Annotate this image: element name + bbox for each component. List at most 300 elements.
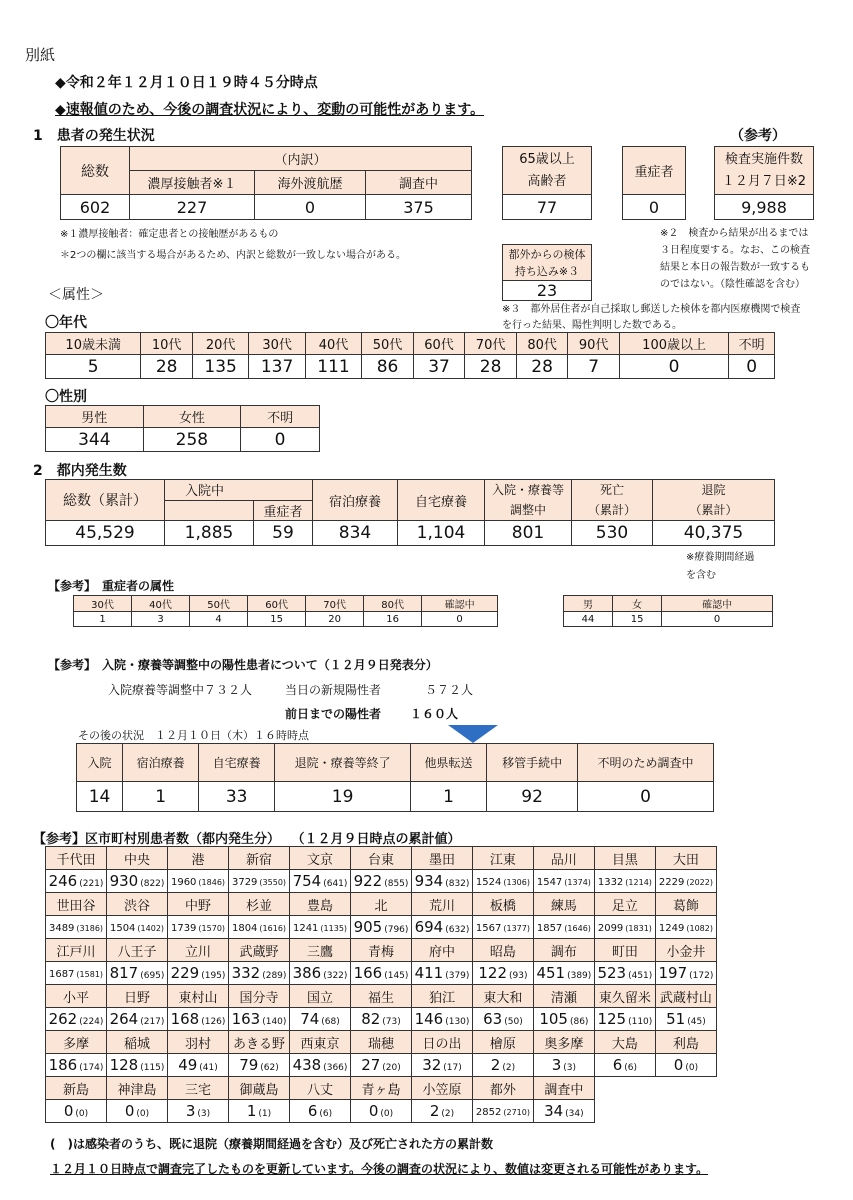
- city-count-cell: [351, 1100, 412, 1123]
- city-count: 1: [246, 1102, 257, 1120]
- age-label-cell: 30代: [249, 333, 305, 355]
- hosp-label-spacer: [165, 500, 254, 521]
- city-count-cell: [655, 916, 716, 939]
- city-name-cell: 日の出: [412, 1031, 473, 1054]
- age-value-cell: 137: [249, 355, 305, 379]
- city-name-cell: 小金井: [655, 939, 716, 962]
- city-count-cell: [229, 1008, 290, 1031]
- city-name-cell: 小平: [46, 985, 107, 1008]
- city-name-cell: 練馬: [533, 893, 594, 916]
- tests-table: [714, 146, 814, 220]
- city-name-cell: 八王子: [107, 939, 168, 962]
- city-count-cell: [351, 1008, 412, 1031]
- city-name-cell: 渋谷: [107, 893, 168, 916]
- city-name-cell: 福生: [351, 985, 412, 1008]
- city-count: 332: [231, 964, 261, 982]
- city-count-cell: [107, 962, 168, 985]
- city-recovered-count: (6): [319, 1109, 333, 1119]
- city-count: 411: [414, 964, 444, 982]
- adjust-ref-line1b: 当日の新規陽性者: [285, 683, 382, 697]
- severe-label: 重症者: [623, 147, 686, 195]
- total-label: 総数: [61, 147, 130, 195]
- city-count: 3: [551, 1056, 562, 1074]
- adjust-ref-line2b: １６０人: [410, 707, 459, 721]
- city-name-cell: 文京: [290, 847, 351, 870]
- tests-label-line1: 検査実施件数: [724, 151, 803, 167]
- city-count: 1524: [475, 877, 502, 888]
- city-recovered-count: (110): [628, 1017, 653, 1027]
- severe-sex-value-cell: 0: [662, 612, 773, 627]
- home-value: 1,104: [398, 521, 485, 546]
- hotel-value: 834: [313, 521, 398, 546]
- city-count: 146: [414, 1010, 444, 1028]
- city-count: 0: [63, 1102, 74, 1120]
- city-recovered-count: (1082): [686, 924, 713, 933]
- city-count-cell: [107, 1054, 168, 1077]
- city-recovered-count: (3550): [259, 878, 287, 887]
- city-name-cell: 神津島: [107, 1077, 168, 1100]
- age-value-cell: 0: [729, 355, 775, 379]
- city-name-cell: 清瀬: [533, 985, 594, 1008]
- city-name-cell: 武蔵村山: [655, 985, 716, 1008]
- city-count-cell: [594, 1008, 655, 1031]
- sex-label-cell: 不明: [241, 406, 320, 428]
- city-count: 105: [539, 1010, 568, 1028]
- severe-age-label-cell: 確認中: [422, 596, 498, 612]
- severe-sex-label-cell: 確認中: [662, 596, 773, 612]
- city-recovered-count: (130): [445, 1017, 470, 1027]
- city-count-cell: [473, 1054, 534, 1077]
- city-name-cell: 府中: [412, 939, 473, 962]
- city-count: 186: [48, 1056, 78, 1074]
- city-count-cell: [168, 916, 229, 939]
- city-recovered-count: (93): [509, 971, 528, 981]
- city-recovered-count: (73): [382, 1017, 401, 1027]
- overseas-label: 海外渡航歴: [255, 171, 366, 195]
- city-name-cell: 大田: [655, 847, 716, 870]
- city-count: 2099: [597, 923, 624, 934]
- city-name-cell: 青梅: [351, 939, 412, 962]
- city-recovered-count: (1306): [503, 878, 530, 887]
- city-recovered-count: (50): [504, 1017, 523, 1027]
- age-value-cell: 135: [192, 355, 248, 379]
- city-count-cell: [46, 1100, 107, 1123]
- adjust-followup-value-cell: 0: [578, 782, 714, 812]
- city-name-cell: 足立: [594, 893, 655, 916]
- city-recovered-count: (217): [140, 1017, 165, 1027]
- city-name-cell: 武蔵野: [229, 939, 290, 962]
- discharge-label: [653, 480, 775, 521]
- adjust-followup-value-cell: 19: [275, 782, 411, 812]
- city-name-cell: 台東: [351, 847, 412, 870]
- discharge-note: [686, 549, 754, 585]
- discharge-note-line1: ※療養期間経過: [686, 552, 755, 563]
- city-count-cell: [594, 962, 655, 985]
- city-count: 1739: [170, 923, 197, 934]
- city-recovered-count: (1374): [564, 878, 591, 887]
- sex-label-cell: 男性: [46, 406, 144, 428]
- city-count-cell: [107, 1008, 168, 1031]
- city-name-cell: 新島: [46, 1077, 107, 1100]
- city-count: 51: [666, 1010, 686, 1028]
- city-count: 49: [178, 1056, 198, 1074]
- severe-age-value-cell: 1: [74, 612, 132, 627]
- city-footnote: ( )は感染者のうち、既に退院（療養期間経過を含む）及び死亡された方の累計数: [50, 1137, 493, 1151]
- city-count-cell: [168, 1008, 229, 1031]
- severe-sex-value-cell: 44: [564, 612, 613, 627]
- city-name-cell: 西東京: [290, 1031, 351, 1054]
- city-count-cell: [655, 1008, 716, 1031]
- city-count: 817: [109, 964, 139, 982]
- city-name-cell: 日野: [107, 985, 168, 1008]
- city-name-cell: 世田谷: [46, 893, 107, 916]
- age-label-cell: 90代: [568, 333, 620, 355]
- city-name-cell: 立川: [168, 939, 229, 962]
- city-recovered-count: (1402): [137, 924, 165, 933]
- city-count-cell: [594, 916, 655, 939]
- age-value-cell: 0: [619, 355, 728, 379]
- city-name-cell: 荒川: [412, 893, 473, 916]
- city-name-cell: 品川: [533, 847, 594, 870]
- city-count-cell: [351, 1054, 412, 1077]
- adjust-ref-heading: 【参考】 入院・療養等調整中の陽性患者について（１２月９日発表分）: [48, 658, 438, 672]
- age-value-cell: 37: [413, 355, 465, 379]
- city-count-cell: [412, 1008, 473, 1031]
- city-count: 2: [429, 1102, 440, 1120]
- age-label-cell: 20代: [192, 333, 248, 355]
- city-name-cell: 調査中: [533, 1077, 594, 1100]
- city-count-cell: [168, 870, 229, 893]
- severe-sex-label-cell: 女: [613, 596, 662, 612]
- city-count-cell: [168, 962, 229, 985]
- city-count-cell: [594, 870, 655, 893]
- note-tests: ※２ 検査から結果が出るまでは３日程度要する。なお、この検査結果と本日の報告数が一致するものではない。（陰性確認を含む）: [660, 228, 810, 290]
- city-name-cell: 大島: [594, 1031, 655, 1054]
- city-name-cell: 青ヶ島: [351, 1077, 412, 1100]
- city-name-cell: 羽村: [168, 1031, 229, 1054]
- city-name-cell: 千代田: [46, 847, 107, 870]
- city-count-cell: [107, 870, 168, 893]
- city-name-cell: 多摩: [46, 1031, 107, 1054]
- city-count-cell: [107, 1100, 168, 1123]
- city-count-cell: [594, 1054, 655, 1077]
- city-count: 1567: [475, 923, 502, 934]
- city-name-cell: 東大和: [473, 985, 534, 1008]
- ref-label: （参考）: [730, 128, 786, 144]
- discharge-note-line2: を含む: [686, 570, 716, 581]
- age-label-cell: 10代: [141, 333, 193, 355]
- city-count: 125: [597, 1010, 627, 1028]
- city-count-cell: [412, 870, 473, 893]
- city-name-cell: 奥多摩: [533, 1031, 594, 1054]
- disclaimer-line: ◆速報値のため、今後の調査状況により、変動の可能性があります。: [55, 102, 485, 118]
- city-recovered-count: (20): [382, 1063, 401, 1073]
- age-label-cell: 不明: [729, 333, 775, 355]
- city-count-cell: [473, 962, 534, 985]
- city-count: 262: [48, 1010, 78, 1028]
- discharge-label-line1: 退院: [701, 483, 726, 497]
- note-breakdown: ＊2つの欄に該当する場合があるため、内訳と総数が一致しない場合がある。: [60, 250, 406, 261]
- city-recovered-count: (366): [323, 1063, 348, 1073]
- city-recovered-count: (1570): [198, 924, 226, 933]
- city-count: 82: [361, 1010, 381, 1028]
- investigating-label: 調査中: [366, 171, 472, 195]
- death-label-line2: （累計）: [587, 503, 636, 517]
- age-label-cell: 100歳以上: [619, 333, 728, 355]
- city-name-cell: 狛江: [412, 985, 473, 1008]
- age-table: [45, 332, 775, 379]
- city-recovered-count: (695): [140, 971, 165, 981]
- age-label-cell: 80代: [516, 333, 568, 355]
- overseas-value: 0: [255, 195, 366, 220]
- severe-age-label-cell: 40代: [132, 596, 190, 612]
- city-count-cell: [533, 1054, 594, 1077]
- city-count-cell: [229, 962, 290, 985]
- city-count: 1547: [536, 877, 563, 888]
- city-count: 1687: [48, 969, 75, 980]
- severe-attr-heading: 【参考】 重症者の属性: [48, 579, 175, 593]
- city-name-cell: 北: [351, 893, 412, 916]
- cum-total-label: 総数（累計）: [46, 480, 165, 521]
- tokyo-cumulative-table: [45, 479, 775, 546]
- city-name-cell: 稲城: [107, 1031, 168, 1054]
- city-recovered-count: (1581): [76, 970, 104, 979]
- tests-label: [715, 147, 814, 195]
- adjust-value: 801: [485, 521, 572, 546]
- city-recovered-count: (855): [384, 879, 409, 889]
- city-recovered-count: (174): [79, 1063, 104, 1073]
- city-count: 1249: [658, 923, 685, 934]
- severe-age-label-cell: 60代: [248, 596, 306, 612]
- elderly-table: [502, 146, 592, 220]
- sex-value-cell: 344: [46, 428, 144, 452]
- city-count: 451: [536, 964, 566, 982]
- city-count: 166: [353, 964, 383, 982]
- severe-table: [622, 146, 686, 220]
- severe-age-label-cell: 70代: [306, 596, 364, 612]
- city-name-cell: 八丈: [290, 1077, 351, 1100]
- city-count-cell: [655, 870, 716, 893]
- adjust-followup-label-cell: 自宅療養: [199, 744, 275, 782]
- city-name-cell: 都外: [473, 1077, 534, 1100]
- tests-label-line2: １２月７日※2: [721, 173, 807, 189]
- city-name-cell: 檜原: [473, 1031, 534, 1054]
- city-name-cell: 東村山: [168, 985, 229, 1008]
- city-count: 32: [422, 1056, 442, 1074]
- city-name-cell: 墨田: [412, 847, 473, 870]
- city-count: 922: [353, 872, 383, 890]
- city-count: 6: [307, 1102, 318, 1120]
- city-recovered-count: (172): [689, 971, 714, 981]
- severe-sex-table: [563, 595, 773, 627]
- city-count: 2852: [475, 1107, 502, 1118]
- city-count-cell: [533, 1100, 594, 1123]
- city-count-cell: [46, 916, 107, 939]
- severe-age-value-cell: 15: [248, 612, 306, 627]
- city-count-cell: [168, 1100, 229, 1123]
- city-recovered-count: (6): [624, 1063, 638, 1073]
- city-count: 168: [170, 1010, 200, 1028]
- city-recovered-count: (322): [323, 971, 348, 981]
- section2-heading: 2 都内発生数: [33, 463, 127, 479]
- city-recovered-count: (45): [687, 1017, 706, 1027]
- severe-age-value-cell: 20: [306, 612, 364, 627]
- city-count-cell: [229, 1100, 290, 1123]
- city-recovered-count: (0): [75, 1109, 89, 1119]
- tests-value: 9,988: [715, 195, 814, 220]
- close-contact-label: 濃厚接触者※１: [130, 171, 255, 195]
- city-count: 197: [658, 964, 688, 982]
- city-count-cell: [533, 916, 594, 939]
- city-recovered-count: (451): [628, 971, 653, 981]
- city-count: 905: [353, 918, 383, 936]
- city-table: [45, 846, 717, 1123]
- city-recovered-count: (3186): [76, 924, 104, 933]
- adjust-followup-table: [76, 743, 714, 812]
- severe-age-value-cell: 16: [364, 612, 422, 627]
- age-value-cell: 28: [141, 355, 193, 379]
- city-count: 1857: [536, 923, 563, 934]
- cum-severe-value: 59: [254, 521, 313, 546]
- city-name-cell: 御蔵島: [229, 1077, 290, 1100]
- elderly-label: [503, 147, 592, 195]
- city-recovered-count: (1214): [625, 878, 652, 887]
- city-name-cell: 江戸川: [46, 939, 107, 962]
- note-close-contact: ※１濃厚接触者：確定患者との接触歴があるもの: [60, 229, 279, 240]
- city-count-cell: [655, 962, 716, 985]
- severe-age-label-cell: 30代: [74, 596, 132, 612]
- city-count-cell: [412, 962, 473, 985]
- city-name-cell: 町田: [594, 939, 655, 962]
- city-recovered-count: (1846): [198, 878, 226, 887]
- city-recovered-count: (62): [260, 1063, 279, 1073]
- adjust-followup-label-cell: 入院: [77, 744, 123, 782]
- city-count: 27: [361, 1056, 381, 1074]
- severe-age-table: [73, 595, 498, 627]
- severe-age-value-cell: 4: [190, 612, 248, 627]
- age-label-cell: 60代: [413, 333, 465, 355]
- city-count: 438: [292, 1056, 322, 1074]
- city-name-cell: 中央: [107, 847, 168, 870]
- outside-value: 23: [503, 281, 592, 301]
- city-name-cell: 小笠原: [412, 1077, 473, 1100]
- city-count: 934: [414, 872, 444, 890]
- city-recovered-count: (2710): [503, 1108, 530, 1117]
- city-count: 6: [612, 1056, 623, 1074]
- city-recovered-count: (140): [262, 1017, 287, 1027]
- city-recovered-count: (1): [258, 1109, 272, 1119]
- city-count: 79: [239, 1056, 259, 1074]
- timestamp-line: ◆令和２年１２月１０日１９時４５分時点: [55, 75, 318, 91]
- age-value-cell: 28: [465, 355, 517, 379]
- adjust-followup-value-cell: 1: [123, 782, 199, 812]
- city-count: 1504: [109, 923, 136, 934]
- age-value-cell: 7: [568, 355, 620, 379]
- city-recovered-count: (68): [321, 1017, 340, 1027]
- city-count: 246: [48, 872, 78, 890]
- city-count: 63: [483, 1010, 503, 1028]
- city-name-cell: 葛飾: [655, 893, 716, 916]
- city-name-cell: 利島: [655, 1031, 716, 1054]
- city-count-cell: [473, 1100, 534, 1123]
- city-name-cell: 三宅: [168, 1077, 229, 1100]
- city-recovered-count: (0): [685, 1063, 699, 1073]
- city-count: 264: [109, 1010, 139, 1028]
- city-recovered-count: (832): [445, 879, 470, 889]
- city-count: 128: [109, 1056, 139, 1074]
- city-count-cell: [351, 916, 412, 939]
- city-recovered-count: (3): [197, 1109, 211, 1119]
- city-recovered-count: (34): [565, 1109, 584, 1119]
- city-count-cell: [412, 916, 473, 939]
- adjust-followup-label-cell: 不明のため調査中: [578, 744, 714, 782]
- adjust-ref-line2a: 前日までの陽性者: [285, 707, 382, 721]
- city-name-cell: 目黒: [594, 847, 655, 870]
- city-name-cell: 三鷹: [290, 939, 351, 962]
- city-recovered-count: (2): [502, 1063, 516, 1073]
- city-count: 3: [185, 1102, 196, 1120]
- cum-total-value: 45,529: [46, 521, 165, 546]
- city-count-cell: [229, 916, 290, 939]
- doc-title: 別紙: [25, 46, 56, 64]
- adjust-followup-label-cell: 移管手続中: [487, 744, 578, 782]
- severe-age-label-cell: 50代: [190, 596, 248, 612]
- city-count-cell: [290, 1100, 351, 1123]
- city-count-cell: [168, 1054, 229, 1077]
- age-label-cell: 40代: [305, 333, 361, 355]
- city-count: 163: [231, 1010, 261, 1028]
- city-name-cell: 国立: [290, 985, 351, 1008]
- city-count: 523: [597, 964, 627, 982]
- home-label: 自宅療養: [398, 480, 485, 521]
- adjust-label-line1: 入院・療養等: [491, 483, 564, 497]
- city-recovered-count: (17): [443, 1063, 462, 1073]
- age-value-cell: 5: [46, 355, 141, 379]
- city-count-cell: [107, 916, 168, 939]
- adjust-followup-value-cell: 1: [411, 782, 487, 812]
- city-recovered-count: (126): [201, 1017, 226, 1027]
- city-recovered-count: (822): [140, 879, 165, 889]
- city-recovered-count: (41): [199, 1063, 218, 1073]
- city-recovered-count: (86): [569, 1017, 589, 1027]
- city-name-cell: 瑞穂: [351, 1031, 412, 1054]
- adjust-followup-label-cell: 他県転送: [411, 744, 487, 782]
- death-label-line1: 死亡: [599, 483, 624, 497]
- city-name-cell: あきる野: [229, 1031, 290, 1054]
- city-recovered-count: (1616): [259, 924, 287, 933]
- city-recovered-count: (115): [140, 1063, 165, 1073]
- hosp-value: 1,885: [165, 521, 254, 546]
- sex-value-cell: 0: [241, 428, 320, 452]
- city-recovered-count: (379): [445, 971, 470, 981]
- sex-value-cell: 258: [143, 428, 241, 452]
- adjust-label-line2: 調整中: [509, 503, 546, 517]
- discharge-label-line2: （累計）: [689, 503, 738, 517]
- city-count: 0: [368, 1102, 379, 1120]
- adjust-followup-label-cell: 退院・療養等終了: [275, 744, 411, 782]
- city-recovered-count: (195): [201, 971, 226, 981]
- city-recovered-count: (389): [567, 971, 592, 981]
- city-name-cell: 港: [168, 847, 229, 870]
- city-count-cell: [290, 870, 351, 893]
- sex-label-cell: 女性: [143, 406, 241, 428]
- city-count-cell: [412, 1054, 473, 1077]
- discharge-value: 40,375: [653, 521, 775, 546]
- outside-table: [502, 244, 592, 301]
- city-name-cell: 板橋: [473, 893, 534, 916]
- severe-value: 0: [623, 195, 686, 220]
- hosp-label: 入院中: [165, 480, 313, 501]
